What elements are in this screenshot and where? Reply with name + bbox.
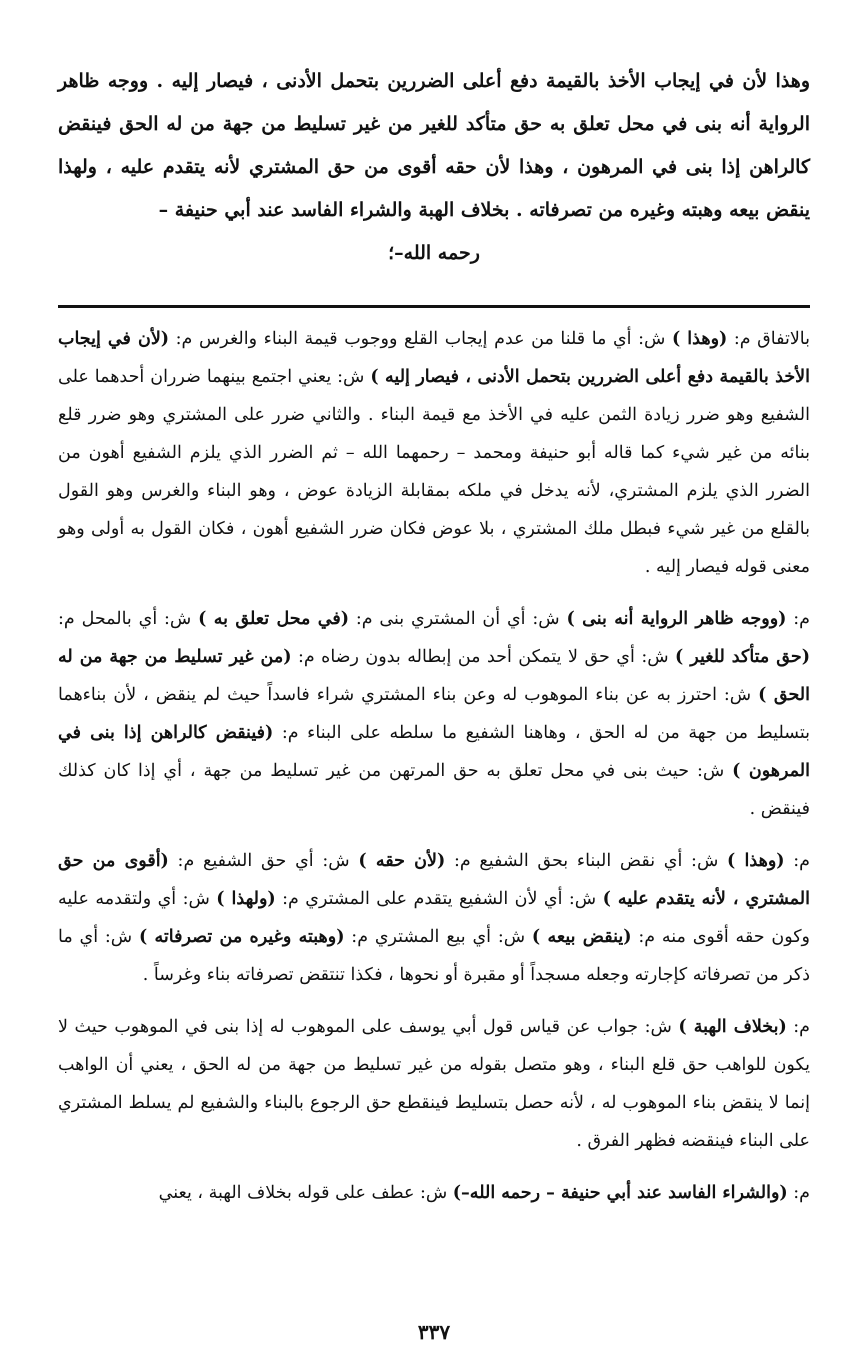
- commentary-block: [58, 320, 810, 1212]
- commentary-text: بالاتفاق م:: [727, 329, 810, 349]
- quoted-main-text: (حق متأكد للغير ): [675, 647, 810, 667]
- commentary-text: ش: أي نقض البناء بحق الشفيع م:: [445, 851, 728, 871]
- quoted-main-text: (وهذا ): [727, 851, 785, 871]
- commentary-paragraph-5: [58, 1174, 810, 1212]
- commentary-text: ش: يعني اجتمع بينهما ضرران أحدهما على الشفيع وهو ضرر زيادة الثمن عليه في الأخذ مع قيمة البناء . والثاني ضرر على المشتري وهو ضرر قلع بنائه من غير شيء كما قاله أبو حنيفة ومحمد – رحمهما الله – ثم الضرر الذي يلزم الشفيع أهون من الضرر الذي يلزم المشتري، لأنه يدخل في ملكه بمقابلة الزيادة عوض ، وهو البناء والغرس وهو القول بالقلع من غير شيء فبطل ملك المشتري ، بلا عوض فكان ضرر الشفيع أهون ، فكان القول به أولى وهو معنى قوله فيصار إليه .: [58, 367, 810, 577]
- quoted-main-text: (في محل تعلق به ): [198, 609, 350, 629]
- commentary-text: ش: أي بالمحل م:: [58, 609, 199, 629]
- commentary-text: م:: [784, 851, 811, 871]
- commentary-text: ش: أي ولتقدمه عليه وكون حقه أقوى منه م:: [58, 889, 811, 947]
- commentary-paragraph-4: [58, 1008, 810, 1160]
- commentary-paragraph-1: [58, 320, 810, 586]
- commentary-text: ش: أي ما قلنا من عدم إيجاب القلع ووجوب قيمة البناء والغرس م:: [169, 329, 672, 349]
- commentary-text: ش: أي بيع المشتري م:: [344, 927, 532, 947]
- main-text-closing: [58, 232, 810, 275]
- quoted-main-text: (بخلاف الهبة ): [678, 1017, 787, 1037]
- commentary-text: م:: [787, 1183, 810, 1203]
- quoted-main-text: (من غير تسليط من جهة من له الحق ): [58, 647, 810, 705]
- page-number: ٣٣٧: [417, 1320, 451, 1344]
- quoted-main-text: (ينقض بيعه ): [531, 927, 632, 947]
- commentary-text: م:: [786, 1017, 810, 1037]
- commentary-text: ش: أي ما ذكر من تصرفاته كإجارته وجعله مسجداً أو مقبرة أو نحوها ، فكذا تنتقض تصرفاته بناء وغرساً .: [58, 927, 810, 985]
- quoted-main-text: (وهذا ): [671, 329, 728, 349]
- quoted-main-text: (لأن في إيجاب الأخذ بالقيمة دفع أعلى الضررين بتحمل الأدنى ، فيصار إليه ): [58, 329, 810, 387]
- quoted-main-text: (وهبته وغيره من تصرفاته ): [138, 927, 345, 947]
- quoted-main-text: (ووجه ظاهر الرواية أنه بنى ): [566, 609, 787, 629]
- commentary-text: ش: عطف على قوله بخلاف الهبة ، يعني: [158, 1183, 453, 1203]
- quoted-main-text: (ولهذا ): [216, 889, 276, 909]
- commentary-text: ش: احترز به عن بناء الموهوب له وعن بناء المشتري شراء فاسداً حيث لم ينقض ، لأن بناءهما بتسليط من جهة من له الحق ، وهاهنا الشفيع ما سلطه على البناء م:: [58, 685, 810, 743]
- commentary-paragraph-3: [58, 842, 810, 994]
- commentary-text: ش: أي حق لا يتمكن أحد من إبطاله بدون رضاه م:: [291, 647, 676, 667]
- commentary-text: ش: أي أن المشتري بنى م:: [349, 609, 567, 629]
- main-text-closing-line: رحمه الله–؛: [388, 242, 480, 264]
- quoted-main-text: (لأن حقه ): [358, 851, 446, 871]
- commentary-text: ش: أي لأن الشفيع يتقدم على المشتري م:: [275, 889, 603, 909]
- separator-rule: [58, 305, 810, 308]
- main-text-body: وهذا لأن في إيجاب الأخذ بالقيمة دفع أعلى الضررين بتحمل الأدنى ، فيصار إليه . ووجه ظاهر الرواية أنه بنى في محل تعلق به حق متأكد للغير من غير تسليط من جهة من له الحق فينقض كالراهن إذا بنى في المرهون ، وهذا لأن حقه أقوى من حق المشتري لأنه يتقدم عليه ، ولهذا ينقض بيعه وهبته وغيره من تصرفاته . بخلاف الهبة والشراء الفاسد عند أبي حنيفة –: [58, 70, 810, 221]
- commentary-paragraph-2: [58, 600, 810, 828]
- commentary-text: ش: أي حق الشفيع م:: [168, 851, 359, 871]
- main-text-block: [58, 60, 810, 232]
- commentary-text: ش: حيث بنى في محل تعلق به حق المرتهن من غير تسليط من جهة ، أي إذا كان كذلك فينقض .: [58, 761, 810, 819]
- commentary-text: م:: [786, 609, 810, 629]
- quoted-main-text: (والشراء الفاسد عند أبي حنيفة – رحمه الله–): [452, 1183, 788, 1203]
- quoted-main-text: (فينقض كالراهن إذا بنى في المرهون ): [58, 723, 810, 781]
- commentary-text: ش: جواب عن قياس قول أبي يوسف على الموهوب له إذا بنى في الموهوب حيث لا يكون للواهب حق قلع البناء ، وهو متصل بقوله من غير تسليط من جهة من له الحق ، يعني أن الواهب إنما لا ينقض بناء الموهوب له ، لأنه حصل بتسليط فينقطع حق الرجوع بالبناء والشفيع لم يسلط المشتري على البناء فينقضه فظهر الفرق .: [58, 1017, 810, 1151]
- quoted-main-text: (أقوى من حق المشتري ، لأنه يتقدم عليه ): [58, 851, 810, 909]
